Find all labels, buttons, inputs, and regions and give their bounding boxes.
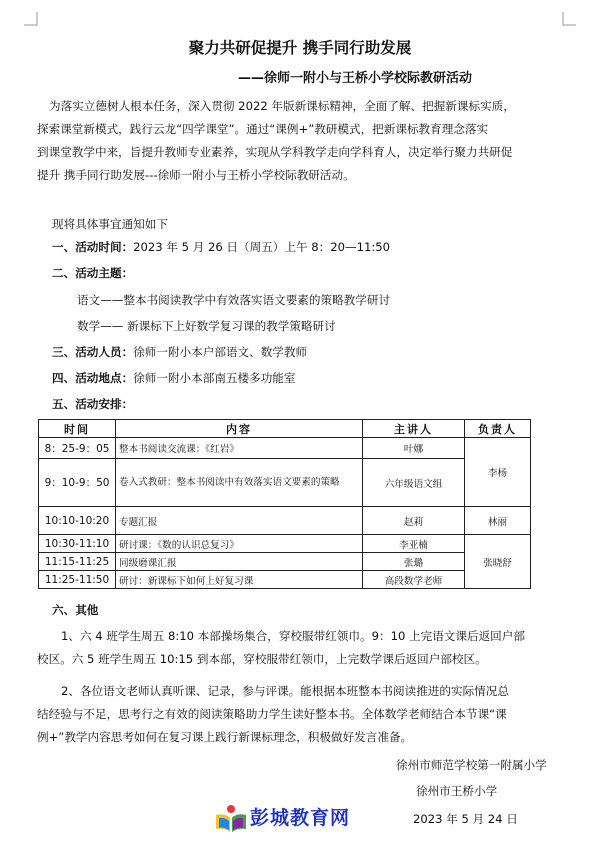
table-row <box>39 438 531 459</box>
row-content: 卷入式教研：整本书阅读中有效落实语文要素的策略 <box>116 459 363 507</box>
section-schedule-heading: 五、活动安排： <box>52 397 134 411</box>
book-logo-icon <box>214 804 248 834</box>
row-content: 整本书阅读交流课：《红岩》 <box>116 438 363 459</box>
theme-line-chinese: 语文——整本书阅读教学中有效落实语文要素的策略教学研讨 <box>77 293 391 307</box>
table-header-row <box>39 420 531 438</box>
header-responsible: 负责人 <box>465 420 531 438</box>
table-row <box>39 459 531 507</box>
document-title: 聚力共研促提升 携手同行助发展 <box>188 39 412 57</box>
other-line: 1、六 4 班学生周五 8:10 本部操场集合，穿校服带红领巾。9：10 上完语文课后返回户部 <box>61 629 525 643</box>
other-line: 2、各位语文老师认真听课、记录，参与评课。能根据本班整本书阅读推进的实际情况总 <box>61 684 509 698</box>
section-theme-heading: 二、活动主题： <box>52 266 134 280</box>
signature-date: 2023 年 5 月 24 日 <box>413 812 518 826</box>
header-content: 内容 <box>116 420 363 438</box>
row-speaker: 六年级语文组 <box>363 459 465 507</box>
section-other-heading: 六、其他 <box>52 603 99 617</box>
table-row <box>39 571 531 589</box>
site-logo <box>214 803 389 835</box>
row-content: 专题汇报 <box>116 507 363 535</box>
theme-line-math: 数学—— 新课标下上好数学复习课的教学策略研讨 <box>77 319 336 333</box>
intro-paragraph <box>37 95 567 187</box>
section-value: 2023 年 5 月 26 日（周五）上午 8：20—11:50 <box>133 240 390 254</box>
header-time: 时间 <box>39 420 116 438</box>
other-paragraph-1 <box>37 625 567 671</box>
signature-school-1: 徐州市师范学校第一附属小学 <box>396 758 547 772</box>
row-speaker: 赵莉 <box>363 507 465 535</box>
other-line: 结经验与不足，思考行之有效的阅读策略助力学生读好整本书。全体数学老师结合本节课“课 <box>37 707 507 721</box>
row-time: 11:25-11:50 <box>39 571 116 589</box>
section-heading: 一、活动时间： <box>52 240 134 254</box>
row-time: 10:10-10:20 <box>39 507 116 535</box>
intro-line: 探索课堂新模式，践行云龙“四学课堂”。通过“课例+”教研模式，把新课标教育理念落实 <box>37 122 489 136</box>
intro-line: 到课堂教学中来，旨提升教师专业素养，实现从学科教学走向学科育人，决定举行聚力共研促 <box>37 145 513 159</box>
section-value: 徐师一附小本户部语文、数学教师 <box>133 345 308 359</box>
row-time: 11:15-11:25 <box>39 553 116 571</box>
signature-school-2: 徐州市王桥小学 <box>416 784 498 798</box>
section-heading: 三、活动人员： <box>52 345 134 359</box>
row-content: 研讨：新课标下如何上好复习课 <box>116 571 363 589</box>
table-row <box>39 535 531 553</box>
row-responsible: 李杨 <box>465 438 531 507</box>
section-place <box>52 370 296 386</box>
section-value: 徐师一附小本部南五楼多功能室 <box>133 371 296 385</box>
section-time <box>52 239 390 255</box>
row-speaker: 叶娜 <box>363 438 465 459</box>
row-time: 10:30-11:10 <box>39 535 116 553</box>
row-responsible: 张晓舒 <box>465 535 531 589</box>
corner-mark-top-right <box>562 12 576 26</box>
other-line: 校区。六 5 班学生周五 10:15 到本部，穿校服带红领巾，上完数学课后返回户部校区。 <box>37 652 487 666</box>
logo-text: 彭城教育网 <box>250 807 351 829</box>
notice-line: 现将具体事宜通知如下 <box>52 217 168 231</box>
row-time: 8：25-9：05 <box>39 438 116 459</box>
intro-line: 提升 携手同行助发展---徐师一附小与王桥小学校际教研活动。 <box>37 168 355 182</box>
row-responsible: 林丽 <box>465 507 531 535</box>
section-heading: 四、活动地点： <box>52 371 134 385</box>
table-row <box>39 553 531 571</box>
row-speaker: 张璐 <box>363 553 465 571</box>
header-speaker: 主讲人 <box>363 420 465 438</box>
corner-mark-top-left <box>24 12 38 26</box>
intro-line: 为落实立德树人根本任务，深入贯彻 2022 年版新课标精神，全面了解、把握新课标实质， <box>49 99 515 113</box>
row-speaker: 李亚楠 <box>363 535 465 553</box>
document-subtitle: ——徐师一附小与王桥小学校际教研活动 <box>237 71 472 86</box>
row-time: 9：10-9：50 <box>39 459 116 507</box>
row-content: 研讨课：《数的认识总复习》 <box>116 535 363 553</box>
table-row <box>39 507 531 535</box>
other-line: 例+”教学内容思考如何在复习课上践行新课标理念，积极做好发言准备。 <box>37 730 413 744</box>
schedule-table <box>38 419 531 589</box>
row-speaker: 高段数学老师 <box>363 571 465 589</box>
other-paragraph-2 <box>37 680 567 749</box>
section-people <box>52 344 307 360</box>
row-content: 同级磨课汇报 <box>116 553 363 571</box>
